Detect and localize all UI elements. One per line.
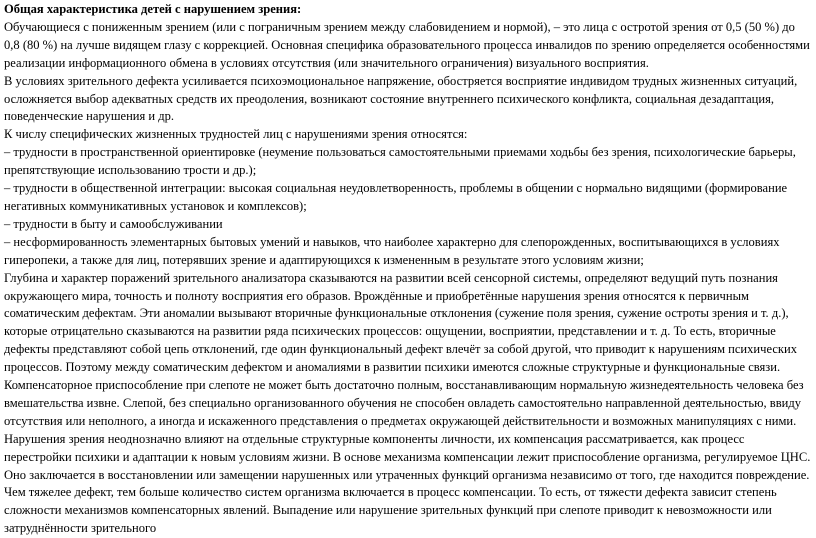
paragraph-psychoemotional: В условиях зрительного дефекта усиливается психоэмоциональное напряжение, обостряется восприятие индивидом трудных жизненных ситуаций, осложняется выбор адекватных средств их преодоления, возникают состояние внутреннего психического конфликта, социальная дезадаптация, поведенческие нарушения и др. (4, 73, 798, 124)
paragraph-difficulties-intro: К числу специфических жизненных трудностей лиц с нарушениями зрения относятся: (4, 127, 468, 142)
list-item-integration: – трудности в общественной интеграции: высокая социальная неудовлетворенность, проблемы в общении с нормально видящими (формирование негативных коммуникативных установок и комплексов); (4, 181, 788, 213)
list-item-orientation: – трудности в пространственной ориентировке (неумение пользоваться самостоятельными приемами ходьбы без зрения, психологические барьеры, препятствующие использованию трости и др.); (4, 145, 796, 178)
paragraph-sensory-system: Глубина и характер поражений зрительного анализатора сказываются на развитии всей сенсорной системы, определяют ведущий путь познания окружающего мира, точность и полноту восприятия его образов. Врождённые и приобретённые нарушения зрения относятся к первичным соматическим дефектам. Эти аномалии вызывают вторичные функциональные отклонения (сужение поля зрения, сужение остроты зрения и т. д.), которые отрицательно сказываются на развитии ряда психических процессов: ощущении, восприятии, представлении и т. д. То есть, вторичные дефекты представляют собой цепь отклонений, где один функциональный дефект влечёт за собой другой, что приводит к нарушениям психических процессов. Поэтому между соматическим дефектом и аномалиями в развитии психики имеются сложные структурные и функциональные связи. Компенсаторное приспособление при слепоте не может быть достаточно полным, восстанавливающим нормальную жизнедеятельность человека без вмешательства извне. Слепой, без специально организованного обучения не способен овладеть самостоятельно направленной деятельностью, ввиду отсутствия или неполного, а иногда и искаженного представления о предметах окружающей действительности и возможных манипуляциях с ними. (4, 270, 804, 428)
paragraph-compensation: Нарушения зрения неоднозначно влияют на отдельные структурные компоненты личности, их компенсация рассматривается, как процесс перестройки психики и адаптации к новым условиям жизни. В основе механизма компенсации лежит приспособление организма, регулируемое ЦНС. Оно заключается в восстановлении или замещении нарушенных или утраченных функций организма независимо от того, где находится повреждение. Чем тяжелее дефект, тем больше количество систем организма включается в процесс компенсации. То есть, от тяжести дефекта зависит степень сложности механизмов компенсаторных явлений. Выпадение или нарушение зрительных функций при слепоте приводит к невозможности или затруднённости зрительного (4, 431, 811, 536)
document-title: Общая характеристика детей с нарушением зрения: (4, 2, 302, 16)
paragraph-definition: Обучающиеся с пониженным зрением (или с пограничным зрением между слабовидением и нормой), – это лица с остротой зрения от 0,5 (50 %) до 0,8 (80 %) на лучше видящем глазу с коррекцией. Основная специфика образовательного процесса инвалидов по зрению определяется особенностями реализации информационного обмена в условиях отсутствия (или значительного ограничения) визуального восприятия. (4, 19, 810, 70)
list-item-household-skills: – несформированность элементарных бытовых умений и навыков, что наиболее характерно для слепорожденных, воспитывающихся в условиях гиперопеки, а также для лиц, потерявших зрение и адаптирующихся к измененным в результате этого условиям жизни; (4, 234, 780, 267)
list-item-daily-life: – трудности в быту и самообслуживании (4, 216, 223, 231)
